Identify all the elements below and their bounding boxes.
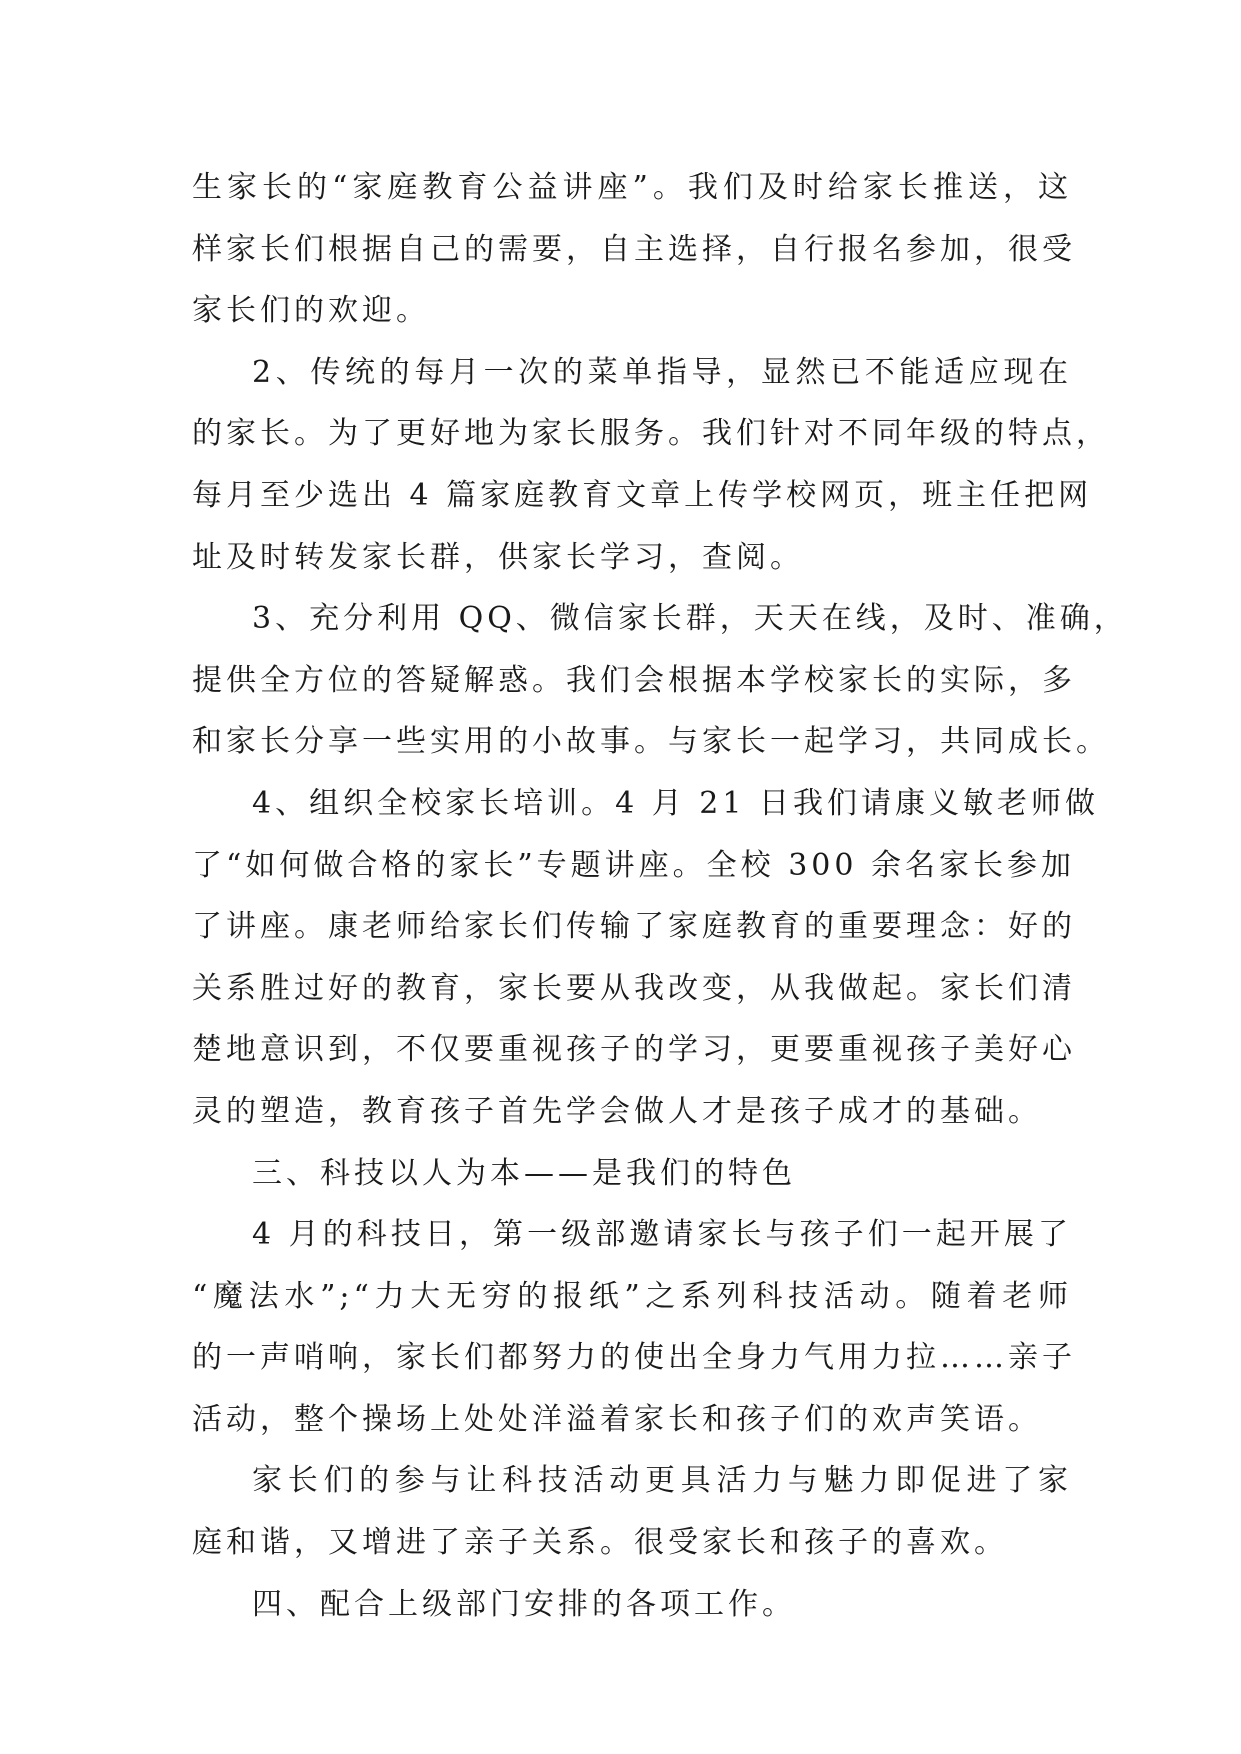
text-line: 和家长分享一些实用的小故事。与家长一起学习，共同成长。 [192, 724, 1110, 760]
document-body [192, 157, 1128, 1635]
text-line: 的一声哨响，家长们都努力的使出全身力气用力拉……亲子 [192, 1340, 1076, 1376]
paragraph [192, 1204, 1076, 1450]
paragraph [192, 1450, 1072, 1573]
paragraph [192, 588, 1128, 773]
paragraph [192, 157, 1076, 342]
text-line: 庭和谐，又增进了亲子关系。很受家长和孩子的喜欢。 [192, 1525, 1008, 1561]
paragraph [192, 342, 1110, 588]
text-line: 家长们的参与让科技活动更具活力与魅力即促进了家 [252, 1463, 1072, 1499]
text-line: 关系胜过好的教育，家长要从我改变，从我做起。家长们清 [192, 970, 1076, 1006]
text-line: 灵的塑造，教育孩子首先学会做人才是孩子成才的基础。 [192, 1093, 1042, 1129]
text-line: 楚地意识到，不仅要重视孩子的学习，更要重视孩子美好心 [192, 1032, 1076, 1068]
text-line: 了“如何做合格的家长”专题讲座。全校 300 余名家长参加 [192, 847, 1076, 883]
text-line: 每月至少选出 4 篇家庭教育文章上传学校网页，班主任把网 [192, 477, 1093, 513]
text-line: 2、传统的每月一次的菜单指导，显然已不能适应现在 [252, 354, 1072, 390]
text-line: 活动，整个操场上处处洋溢着家长和孩子们的欢声笑语。 [192, 1401, 1042, 1437]
text-line: 家长们的欢迎。 [192, 293, 430, 329]
text-line: 4 月的科技日，第一级部邀请家长与孩子们一起开展了 [252, 1217, 1072, 1253]
text-line: 提供全方位的答疑解惑。我们会根据本学校家长的实际，多 [192, 662, 1076, 698]
paragraph [192, 1574, 1072, 1636]
text-line: 四、配合上级部门安排的各项工作。 [252, 1586, 796, 1622]
text-line: 生家长的“家庭教育公益讲座”。我们及时给家长推送，这 [192, 170, 1072, 205]
text-line: 址及时转发家长群，供家长学习，查阅。 [192, 539, 804, 575]
text-line: “魔法水”;“力大无穷的报纸”之系列科技活动。随着老师 [192, 1278, 1072, 1314]
text-line: 了讲座。康老师给家长们传输了家庭教育的重要理念：好的 [192, 909, 1076, 945]
text-line: 3、充分利用 QQ、微信家长群，天天在线，及时、准确， [252, 601, 1128, 637]
text-line: 三、科技以人为本——是我们的特色 [252, 1155, 796, 1191]
paragraph [192, 773, 1099, 1143]
text-line: 的家长。为了更好地为家长服务。我们针对不同年级的特点， [192, 416, 1110, 452]
text-line: 4、组织全校家长培训。4 月 21 日我们请康义敏老师做 [252, 785, 1099, 821]
paragraph [192, 1143, 1072, 1205]
text-line: 样家长们根据自己的需要，自主选择，自行报名参加，很受 [192, 231, 1076, 267]
